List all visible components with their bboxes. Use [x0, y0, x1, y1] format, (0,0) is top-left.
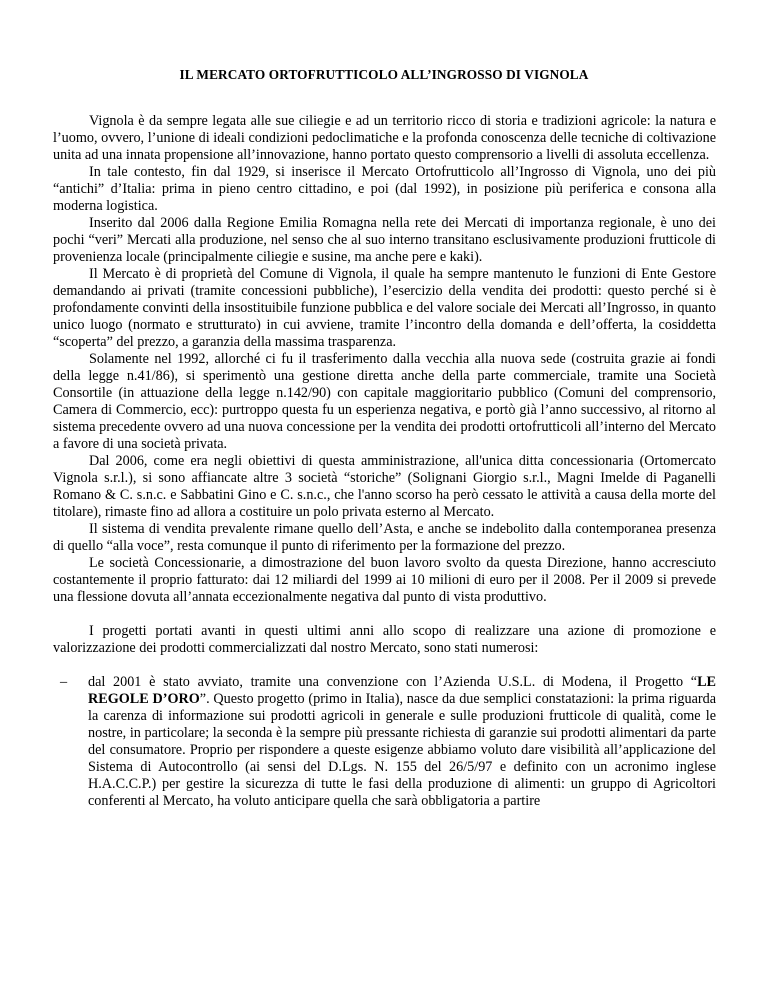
document-title: IL MERCATO ORTOFRUTTICOLO ALL’INGROSSO DI VIGNOLA	[179, 67, 589, 82]
list-item-bold: LE REGOLE D’ORO	[88, 674, 716, 707]
document-body	[53, 113, 716, 810]
paragraph-intro-list: I progetti portati avanti in questi ultimi anni allo scopo di realizzare una azione di promozione e valorizzazione dei prodotti commercializzati dal nostro Mercato, sono stati numerosi:	[53, 623, 716, 656]
paragraph: Dal 2006, come era negli obiettivi di questa amministrazione, all'unica ditta concessionaria (Ortomercato Vignola s.r.l.), si sono affiancate altre 3 società “storiche” (Solignani Giorgio s.r.l., Magni Imelde di Paganelli Romano & C. s.n.c. e Sabbatini Gino e C. s.n.c., che l'anno scorso ha però cessato le attività a causa della morte del titolare), rimaste fino ad allora a costituire un polo privata esterno al Mercato.	[53, 453, 716, 520]
paragraph: Il Mercato è di proprietà del Comune di Vignola, il quale ha sempre mantenuto le funzioni di Ente Gestore demandando ai privati (tramite concessioni pubbliche), l’esercizio della vendita dei prodotti: questo perché si è profondamente convinti della insostituibile funzione pubblica e del valore sociale dei Mercati all’Ingrosso, in quanto unico luogo (normato e strutturato) in cui avviene, tramite l’incontro della domanda e dell’offerta, la cosiddetta “scoperta” del prezzo, a garanzia della massima trasparenza.	[53, 266, 716, 350]
paragraph: In tale contesto, fin dal 1929, si inserisce il Mercato Ortofrutticolo all’Ingrosso di Vignola, uno dei più “antichi” d’Italia: prima in pieno centro cittadino, e poi (dal 1992), in posizione più periferica e consona alla moderna logistica.	[53, 164, 716, 214]
paragraph: Vignola è da sempre legata alle sue ciliegie e ad un territorio ricco di storia e tradizioni agricole: la natura e l’uomo, ovvero, l’unione di ideali condizioni pedoclimatiche e la profonda conoscenza delle tecniche di coltivazione unita ad una innata propensione all’innovazione, hanno portato questo comprensorio a livelli di assoluta eccellenza.	[53, 113, 716, 163]
list-item-text-cont: ”. Questo progetto (primo in Italia), nasce da due semplici constatazioni: la prima riguarda la carenza di informazione sui prodotti agricoli in generale e sulle produzioni frutticole di qualità, come le nostre, in particolare; la seconda è la sempre più pressante richiesta di garanzie sui prodotti alimentari da parte del consumatore. Proprio per rispondere a queste esigenze abbiamo voluto dare visibilità all’applicazione del Sistema di Autocontrollo (ai sensi del D.Lgs. N. 155 del 26/5/97 e definito con un acronimo inglese H.A.C.C.P.) per gestire la sicurezza di tutte le fasi della produzione di alimenti: un gruppo di Agricoltori conferenti al Mercato, ha voluto anticipare quella che sarà obbligatoria a partire	[88, 691, 716, 809]
paragraph: Le società Concessionarie, a dimostrazione del buon lavoro svolto da questa Direzione, hanno accresciuto costantemente il proprio fatturato: dai 12 miliardi del 1999 ai 10 milioni di euro per il 2008. Per il 2009 si prevede una flessione dovuta all’annata eccezionalmente negativa dal punto di vista produttivo.	[53, 555, 716, 605]
list-item	[60, 674, 716, 810]
paragraph: Inserito dal 2006 dalla Regione Emilia Romagna nella rete dei Mercati di importanza regionale, è uno dei pochi “veri” Mercati alla produzione, nel senso che al suo interno transitano esclusivamente produzioni frutticole di provenienza locale (principalmente ciliegie e susine, ma anche pere e kaki).	[53, 215, 716, 265]
list-bullet: –	[60, 674, 68, 690]
project-list	[53, 674, 716, 810]
list-item-text: dal 2001 è stato avviato, tramite una convenzione con l’Azienda U.S.L. di Modena, il Progetto “	[88, 674, 698, 690]
paragraph: Solamente nel 1992, allorché ci fu il trasferimento dalla vecchia alla nuova sede (costruita grazie ai fondi della legge n.41/86), si sperimentò una gestione diretta anche della parte commerciale, tramite una Società Consortile (in attuazione della legge n.142/90) con capitale maggioritario pubblico (Comuni del comprensorio, Camera di Commercio, ecc): purtroppo questa fu un esperienza negativa, e portò già l’anno successivo, al ritorno al sistema precedente ovvero ad una nuova concessione per la vendita dei prodotti ortofrutticoli all’interno del Mercato a favore di una società privata.	[53, 351, 716, 452]
paragraph: Il sistema di vendita prevalente rimane quello dell’Asta, e anche se indebolito dalla contemporanea presenza di quello “alla voce”, resta comunque il punto di riferimento per la formazione del prezzo.	[53, 521, 716, 554]
